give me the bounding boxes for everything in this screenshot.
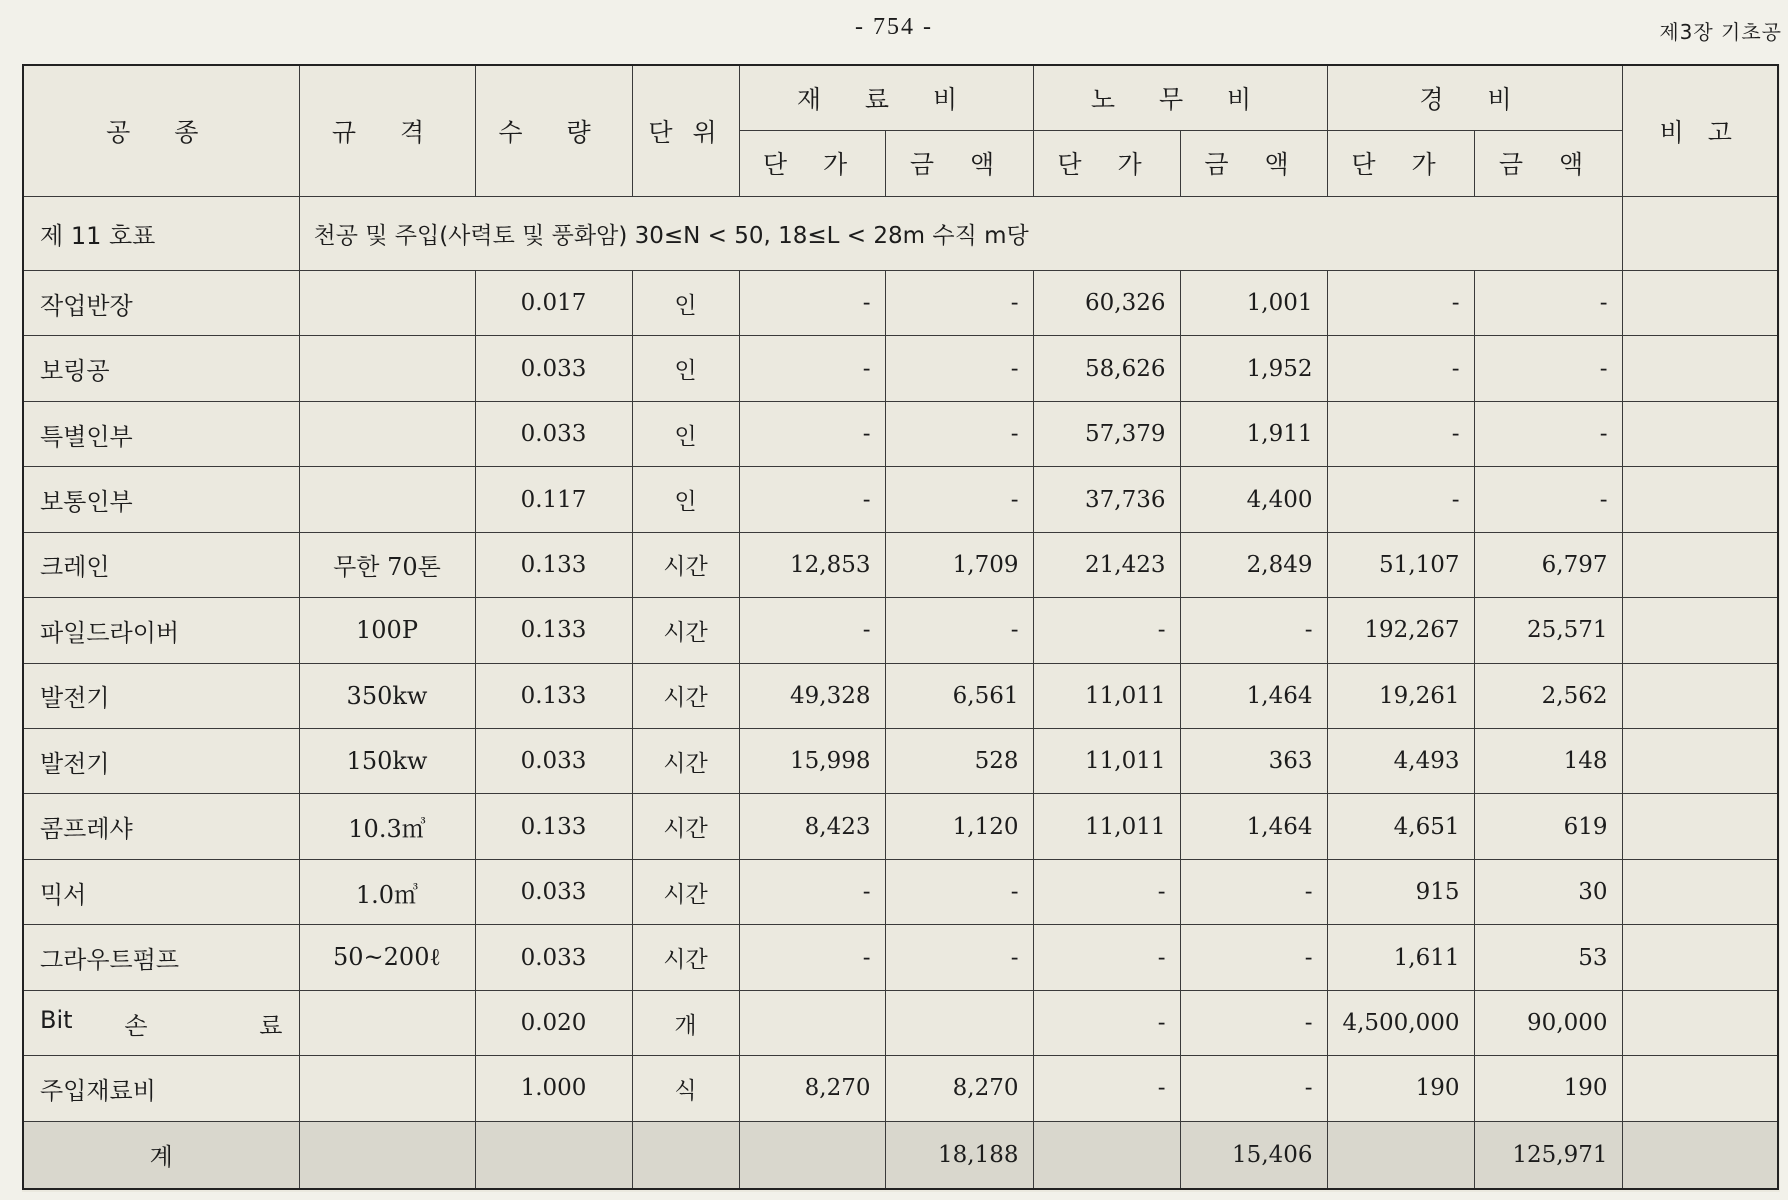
row-labor-amount: 1,464 [1180, 663, 1327, 728]
row-expense-unit-price: - [1327, 336, 1474, 401]
total-material-unit-price [739, 1121, 885, 1189]
row-material-amount: 1,120 [885, 794, 1033, 859]
row-work-type: 발전기 [23, 729, 299, 794]
table-row [23, 336, 1778, 401]
row-labor-amount: 4,400 [1180, 467, 1327, 532]
col-header-unit: 단 위 [632, 65, 739, 196]
row-expense-unit-price: - [1327, 467, 1474, 532]
row-spec [299, 990, 475, 1055]
row-material-amount: 6,561 [885, 663, 1033, 728]
row-quantity: 0.033 [475, 925, 632, 990]
row-spec: 100P [299, 598, 475, 663]
row-quantity: 0.117 [475, 467, 632, 532]
row-material-amount: 1,709 [885, 532, 1033, 597]
row-remark [1622, 990, 1778, 1055]
row-quantity: 0.133 [475, 532, 632, 597]
row-labor-unit-price: - [1033, 859, 1180, 924]
row-unit: 식 [632, 1056, 739, 1121]
row-unit: 인 [632, 401, 739, 466]
row-material-unit-price: 15,998 [739, 729, 885, 794]
total-remark [1622, 1121, 1778, 1189]
row-material-amount: - [885, 598, 1033, 663]
col-header-expense: 경 비 [1327, 65, 1622, 130]
row-work-type: 보통인부 [23, 467, 299, 532]
unit-cost-table [22, 64, 1779, 1190]
total-row [23, 1121, 1778, 1189]
row-unit: 시간 [632, 729, 739, 794]
col-header-expense-amount: 금 액 [1474, 130, 1622, 196]
row-labor-unit-price: 58,626 [1033, 336, 1180, 401]
row-spec: 1.0㎥ [299, 859, 475, 924]
row-work-type: 발전기 [23, 663, 299, 728]
row-material-amount: - [885, 270, 1033, 335]
row-expense-amount: - [1474, 467, 1622, 532]
row-labor-unit-price: - [1033, 598, 1180, 663]
table-row [23, 859, 1778, 924]
table-row [23, 401, 1778, 466]
row-expense-unit-price: 4,493 [1327, 729, 1474, 794]
row-remark [1622, 270, 1778, 335]
row-spec [299, 401, 475, 466]
total-labor-unit-price [1033, 1121, 1180, 1189]
row-expense-unit-price: 51,107 [1327, 532, 1474, 597]
row-labor-amount: 1,001 [1180, 270, 1327, 335]
table-row [23, 467, 1778, 532]
row-material-unit-price: 8,270 [739, 1056, 885, 1121]
row-quantity: 0.017 [475, 270, 632, 335]
row-quantity: 0.133 [475, 794, 632, 859]
col-header-labor-amount: 금 액 [1180, 130, 1327, 196]
row-material-amount: - [885, 467, 1033, 532]
col-header-quantity: 수 량 [475, 65, 632, 196]
row-expense-unit-price: 192,267 [1327, 598, 1474, 663]
row-material-unit-price: - [739, 925, 885, 990]
row-spec [299, 336, 475, 401]
row-material-unit-price: - [739, 401, 885, 466]
table-row [23, 990, 1778, 1055]
row-labor-unit-price: - [1033, 1056, 1180, 1121]
row-material-unit-price: 8,423 [739, 794, 885, 859]
row-remark [1622, 467, 1778, 532]
row-expense-amount: - [1474, 401, 1622, 466]
row-work-type-part: Bit [40, 1005, 73, 1034]
row-quantity: 0.033 [475, 401, 632, 466]
row-spec [299, 270, 475, 335]
row-expense-unit-price: - [1327, 401, 1474, 466]
row-remark [1622, 598, 1778, 663]
row-work-type: 믹서 [23, 859, 299, 924]
row-work-type: 작업반장 [23, 270, 299, 335]
row-labor-unit-price: 57,379 [1033, 401, 1180, 466]
row-unit: 시간 [632, 794, 739, 859]
row-material-unit-price [739, 990, 885, 1055]
row-expense-amount: 190 [1474, 1056, 1622, 1121]
row-spec: 350kw [299, 663, 475, 728]
row-work-type-part: 손 [124, 1011, 148, 1040]
row-quantity: 0.033 [475, 336, 632, 401]
row-material-amount: - [885, 859, 1033, 924]
col-header-work-type: 공 종 [23, 65, 299, 196]
row-remark [1622, 794, 1778, 859]
row-labor-amount: 1,911 [1180, 401, 1327, 466]
reference-id: 제 11 호표 [23, 196, 299, 270]
row-unit: 시간 [632, 532, 739, 597]
page-number: - 754 - [855, 14, 933, 40]
row-spec: 무한 70톤 [299, 532, 475, 597]
row-expense-amount: 90,000 [1474, 990, 1622, 1055]
row-labor-amount: - [1180, 990, 1327, 1055]
row-unit: 인 [632, 336, 739, 401]
row-work-type-part: 료 [259, 1011, 283, 1040]
row-material-amount: 8,270 [885, 1056, 1033, 1121]
table-row [23, 598, 1778, 663]
row-material-unit-price: 49,328 [739, 663, 885, 728]
row-quantity: 1.000 [475, 1056, 632, 1121]
row-unit: 인 [632, 270, 739, 335]
row-labor-amount: - [1180, 1056, 1327, 1121]
row-unit: 시간 [632, 663, 739, 728]
reference-description: 천공 및 주입(사력토 및 풍화암) 30≤N < 50, 18≤L < 28m 수직 m당 [299, 196, 1622, 270]
row-expense-unit-price: 4,651 [1327, 794, 1474, 859]
total-labor-amount: 15,406 [1180, 1121, 1327, 1189]
col-header-remarks: 비 고 [1622, 65, 1778, 196]
row-spec: 150kw [299, 729, 475, 794]
row-material-unit-price: - [739, 336, 885, 401]
row-unit: 시간 [632, 859, 739, 924]
row-remark [1622, 729, 1778, 794]
row-labor-unit-price: 11,011 [1033, 729, 1180, 794]
row-expense-unit-price: 19,261 [1327, 663, 1474, 728]
row-expense-amount: - [1474, 336, 1622, 401]
total-spec [299, 1121, 475, 1189]
row-quantity: 0.020 [475, 990, 632, 1055]
row-remark [1622, 925, 1778, 990]
row-labor-amount: 1,464 [1180, 794, 1327, 859]
row-labor-unit-price: 11,011 [1033, 663, 1180, 728]
row-labor-amount: 363 [1180, 729, 1327, 794]
col-header-material-amount: 금 액 [885, 130, 1033, 196]
reference-remark [1622, 196, 1778, 270]
row-unit: 시간 [632, 598, 739, 663]
total-quantity [475, 1121, 632, 1189]
row-labor-unit-price: 11,011 [1033, 794, 1180, 859]
row-remark [1622, 663, 1778, 728]
row-material-unit-price: - [739, 467, 885, 532]
row-remark [1622, 336, 1778, 401]
total-material-amount: 18,188 [885, 1121, 1033, 1189]
row-work-type: 특별인부 [23, 401, 299, 466]
total-label: 계 [23, 1121, 299, 1189]
row-expense-amount: 148 [1474, 729, 1622, 794]
row-material-unit-price: - [739, 598, 885, 663]
row-unit: 인 [632, 467, 739, 532]
total-expense-unit-price [1327, 1121, 1474, 1189]
row-quantity: 0.133 [475, 598, 632, 663]
row-unit: 개 [632, 990, 739, 1055]
row-work-type: 보링공 [23, 336, 299, 401]
row-labor-amount: - [1180, 925, 1327, 990]
col-header-expense-unit-price: 단 가 [1327, 130, 1474, 196]
row-spec: 10.3㎥ [299, 794, 475, 859]
table-row [23, 1056, 1778, 1121]
row-remark [1622, 859, 1778, 924]
row-spec: 50~200ℓ [299, 925, 475, 990]
row-work-type [23, 990, 299, 1055]
row-material-amount: 528 [885, 729, 1033, 794]
row-expense-amount: - [1474, 270, 1622, 335]
row-unit: 시간 [632, 925, 739, 990]
row-labor-unit-price: 37,736 [1033, 467, 1180, 532]
table-row [23, 794, 1778, 859]
total-expense-amount: 125,971 [1474, 1121, 1622, 1189]
col-header-spec: 규 격 [299, 65, 475, 196]
row-labor-unit-price: 60,326 [1033, 270, 1180, 335]
row-remark [1622, 532, 1778, 597]
row-expense-amount: 2,562 [1474, 663, 1622, 728]
chapter-title: 제3장 기초공 [1659, 20, 1782, 44]
total-unit [632, 1121, 739, 1189]
row-work-type: 콤프레샤 [23, 794, 299, 859]
row-quantity: 0.133 [475, 663, 632, 728]
col-header-labor-unit-price: 단 가 [1033, 130, 1180, 196]
reference-row [23, 196, 1778, 270]
row-work-type: 그라우트펌프 [23, 925, 299, 990]
row-labor-amount: 1,952 [1180, 336, 1327, 401]
row-labor-unit-price: - [1033, 925, 1180, 990]
row-expense-unit-price: 915 [1327, 859, 1474, 924]
table-row [23, 925, 1778, 990]
row-work-type: 파일드라이버 [23, 598, 299, 663]
row-material-unit-price: 12,853 [739, 532, 885, 597]
row-labor-amount: - [1180, 598, 1327, 663]
row-expense-amount: 25,571 [1474, 598, 1622, 663]
row-spec [299, 467, 475, 532]
table-row [23, 532, 1778, 597]
row-work-type: 크레인 [23, 532, 299, 597]
row-work-type: 주입재료비 [23, 1056, 299, 1121]
table-row [23, 663, 1778, 728]
row-expense-amount: 6,797 [1474, 532, 1622, 597]
row-quantity: 0.033 [475, 729, 632, 794]
row-material-amount [885, 990, 1033, 1055]
row-material-amount: - [885, 925, 1033, 990]
row-remark [1622, 401, 1778, 466]
row-labor-unit-price: 21,423 [1033, 532, 1180, 597]
row-remark [1622, 1056, 1778, 1121]
row-labor-unit-price: - [1033, 990, 1180, 1055]
row-material-unit-price: - [739, 270, 885, 335]
col-header-labor: 노 무 비 [1033, 65, 1327, 130]
row-material-amount: - [885, 336, 1033, 401]
table-row [23, 729, 1778, 794]
row-expense-amount: 53 [1474, 925, 1622, 990]
row-spec [299, 1056, 475, 1121]
table-row [23, 270, 1778, 335]
row-expense-unit-price: 190 [1327, 1056, 1474, 1121]
col-header-material: 재 료 비 [739, 65, 1033, 130]
row-expense-unit-price: 4,500,000 [1327, 990, 1474, 1055]
row-labor-amount: 2,849 [1180, 532, 1327, 597]
col-header-material-unit-price: 단 가 [739, 130, 885, 196]
row-expense-unit-price: 1,611 [1327, 925, 1474, 990]
row-expense-amount: 30 [1474, 859, 1622, 924]
row-material-amount: - [885, 401, 1033, 466]
row-quantity: 0.033 [475, 859, 632, 924]
row-expense-amount: 619 [1474, 794, 1622, 859]
row-expense-unit-price: - [1327, 270, 1474, 335]
row-labor-amount: - [1180, 859, 1327, 924]
row-material-unit-price: - [739, 859, 885, 924]
